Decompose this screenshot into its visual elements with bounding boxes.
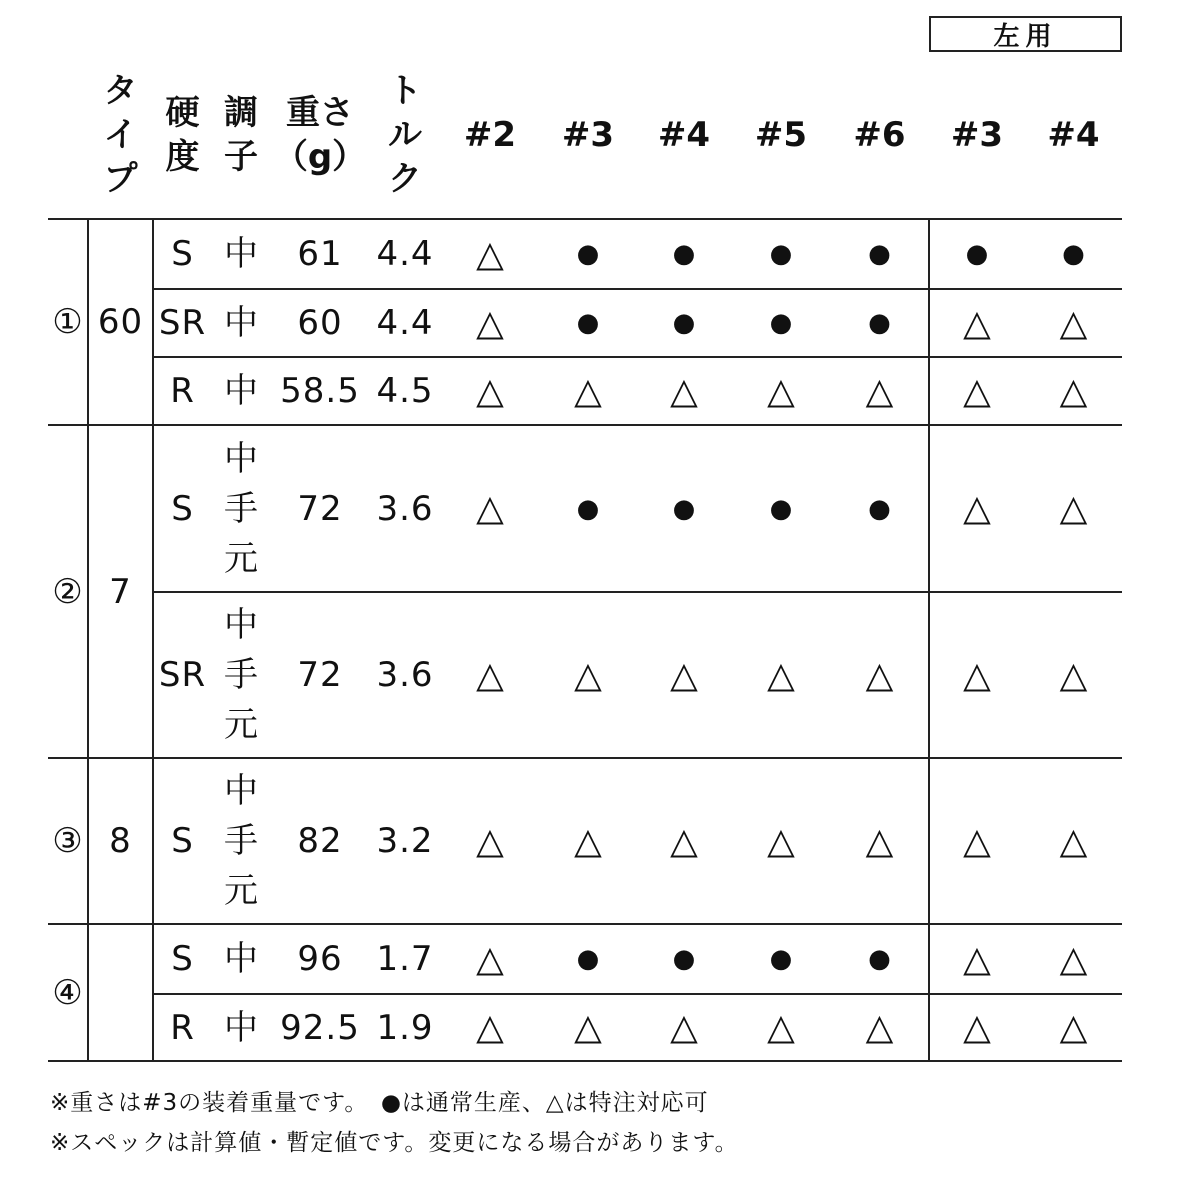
- left-special-order-mark: △: [1059, 938, 1088, 980]
- regular-production-mark: ●: [769, 944, 793, 974]
- regular-production-mark: ●: [868, 944, 891, 974]
- weight-cell: 60: [297, 303, 343, 343]
- torque-cell: 4.4: [376, 234, 434, 274]
- torque-cell: 3.2: [376, 821, 434, 861]
- note-weight: ※重さは#3の装着重量です。 ●は通常生産、△は特注対応可: [50, 1090, 709, 1116]
- header-club: #4: [657, 115, 711, 155]
- left-special-order-mark: △: [963, 302, 991, 344]
- left-regular-production-mark: ●: [965, 239, 989, 269]
- special-order-mark: △: [865, 370, 894, 412]
- header-club: #2: [463, 115, 517, 155]
- left-special-order-mark: △: [963, 938, 991, 980]
- torque-cell: 1.7: [376, 939, 434, 979]
- special-order-mark: △: [476, 1007, 504, 1048]
- kick-char: 元: [224, 705, 258, 745]
- kick-char: 元: [224, 538, 258, 579]
- kick-cell: [212, 357, 270, 425]
- kick-char: 元: [224, 871, 258, 911]
- special-order-mark: △: [476, 302, 504, 344]
- kick-cell: [212, 758, 270, 924]
- kick-char: 中: [224, 303, 258, 343]
- left-special-order-mark: △: [1059, 302, 1088, 344]
- kick-cell: [212, 592, 270, 758]
- kick-cell: [212, 924, 270, 994]
- weight-cell: 72: [297, 655, 343, 695]
- torque-cell: 4.4: [376, 303, 434, 343]
- left-special-order-mark: △: [963, 488, 991, 529]
- special-order-mark: △: [767, 370, 795, 412]
- flex-cell: S: [171, 488, 194, 529]
- weight-cell: 61: [297, 234, 343, 274]
- regular-production-mark: ●: [769, 239, 793, 269]
- header-torque-char: ル: [388, 115, 422, 155]
- weight-cell: 92.5: [280, 1007, 360, 1048]
- kick-char: 中: [224, 371, 258, 411]
- left-regular-production-mark: ●: [1062, 239, 1085, 269]
- kick-char: 中: [224, 605, 258, 645]
- group-type: 8: [109, 821, 132, 861]
- regular-production-mark: ●: [672, 239, 696, 269]
- header-left-club: #4: [1047, 115, 1100, 155]
- special-order-mark: △: [476, 654, 504, 696]
- special-order-mark: △: [865, 820, 894, 862]
- left-special-order-mark: △: [963, 820, 991, 862]
- flex-cell: S: [171, 821, 194, 861]
- kick-cell: [212, 425, 270, 592]
- regular-production-mark: ●: [576, 239, 600, 269]
- kick-char: 中: [224, 771, 258, 811]
- left-special-order-mark: △: [1059, 488, 1088, 529]
- special-order-mark: △: [767, 1007, 795, 1048]
- left-special-order-mark: △: [1059, 1007, 1088, 1048]
- header-torque: [370, 60, 440, 210]
- special-order-mark: △: [865, 1007, 894, 1048]
- special-order-mark: △: [670, 654, 698, 696]
- special-order-mark: △: [476, 820, 504, 862]
- left-special-order-mark: △: [963, 370, 991, 412]
- header-torque-char: ク: [388, 159, 422, 199]
- header-type-char: プ: [103, 159, 138, 199]
- header-left-club: #3: [950, 115, 1004, 155]
- weight-cell: 96: [297, 939, 343, 979]
- kick-char: 中: [224, 438, 258, 479]
- header-flex-char: 度: [165, 137, 200, 177]
- header-flex: [153, 68, 212, 202]
- header-type: [88, 60, 153, 210]
- group-type: 7: [109, 571, 132, 612]
- header-type-char: タ: [103, 71, 138, 111]
- regular-production-mark: ●: [769, 493, 793, 524]
- note-spec: ※スペックは計算値・暫定値です。変更になる場合があります。: [50, 1130, 739, 1156]
- regular-production-mark: ●: [672, 308, 696, 338]
- header-kick-char: 子: [224, 137, 258, 177]
- group-number: ①: [52, 302, 84, 342]
- regular-production-mark: ●: [576, 308, 600, 338]
- regular-production-mark: ●: [576, 493, 600, 524]
- group-number: ②: [52, 571, 84, 612]
- special-order-mark: △: [574, 370, 602, 412]
- kick-char: 中: [224, 234, 258, 274]
- special-order-mark: △: [476, 370, 504, 412]
- special-order-mark: △: [670, 1007, 698, 1048]
- header-club: #6: [853, 115, 906, 155]
- special-order-mark: △: [865, 654, 894, 696]
- special-order-mark: △: [574, 1007, 602, 1048]
- flex-cell: R: [170, 1007, 195, 1048]
- kick-cell: [212, 289, 270, 357]
- regular-production-mark: ●: [769, 308, 793, 338]
- header-kick: [212, 68, 270, 202]
- special-order-mark: △: [574, 654, 602, 696]
- kick-char: 中: [224, 1007, 258, 1048]
- header-flex-char: 硬: [165, 93, 200, 133]
- special-order-mark: △: [476, 233, 504, 275]
- kick-cell: [212, 994, 270, 1061]
- torque-cell: 3.6: [376, 488, 434, 529]
- kick-char: 手: [224, 488, 258, 529]
- header-weight: [270, 68, 370, 202]
- header-club: #3: [561, 115, 615, 155]
- special-order-mark: △: [767, 820, 795, 862]
- header-weight-part: 重さ: [286, 93, 354, 133]
- group-type: [88, 924, 153, 1061]
- regular-production-mark: ●: [868, 239, 891, 269]
- weight-cell: 82: [297, 821, 343, 861]
- kick-char: 手: [224, 821, 258, 861]
- flex-cell: S: [171, 939, 194, 979]
- kick-char: 手: [224, 655, 258, 695]
- header-type-char: イ: [103, 115, 138, 155]
- special-order-mark: △: [476, 488, 504, 529]
- left-special-order-mark: △: [963, 1007, 991, 1048]
- left-special-order-mark: △: [963, 654, 991, 696]
- group-type: 60: [97, 302, 144, 342]
- header-kick-char: 調: [224, 93, 258, 133]
- torque-cell: 3.6: [376, 655, 434, 695]
- torque-cell: 4.5: [376, 371, 434, 411]
- left-special-order-mark: △: [1059, 654, 1088, 696]
- left-hand-label: 左用: [929, 16, 1122, 52]
- special-order-mark: △: [670, 820, 698, 862]
- group-number: ③: [52, 821, 84, 861]
- regular-production-mark: ●: [672, 493, 696, 524]
- regular-production-mark: ●: [868, 308, 891, 338]
- left-special-order-mark: △: [1059, 370, 1088, 412]
- weight-cell: 72: [297, 488, 343, 529]
- special-order-mark: △: [767, 654, 795, 696]
- torque-cell: 1.9: [376, 1007, 434, 1048]
- header-weight-part: （g）: [273, 137, 367, 177]
- regular-production-mark: ●: [868, 493, 891, 524]
- special-order-mark: △: [574, 820, 602, 862]
- flex-cell: SR: [158, 303, 207, 343]
- special-order-mark: △: [670, 370, 698, 412]
- kick-cell: [212, 219, 270, 289]
- special-order-mark: △: [476, 938, 504, 980]
- flex-cell: R: [170, 371, 195, 411]
- header-club: #5: [754, 115, 808, 155]
- weight-cell: 58.5: [280, 371, 360, 411]
- regular-production-mark: ●: [576, 944, 600, 974]
- left-special-order-mark: △: [1059, 820, 1088, 862]
- header-torque-char: ト: [388, 71, 422, 111]
- kick-char: 中: [224, 939, 258, 979]
- flex-cell: S: [171, 234, 194, 274]
- flex-cell: SR: [158, 655, 207, 695]
- group-number: ④: [52, 972, 84, 1013]
- regular-production-mark: ●: [672, 944, 696, 974]
